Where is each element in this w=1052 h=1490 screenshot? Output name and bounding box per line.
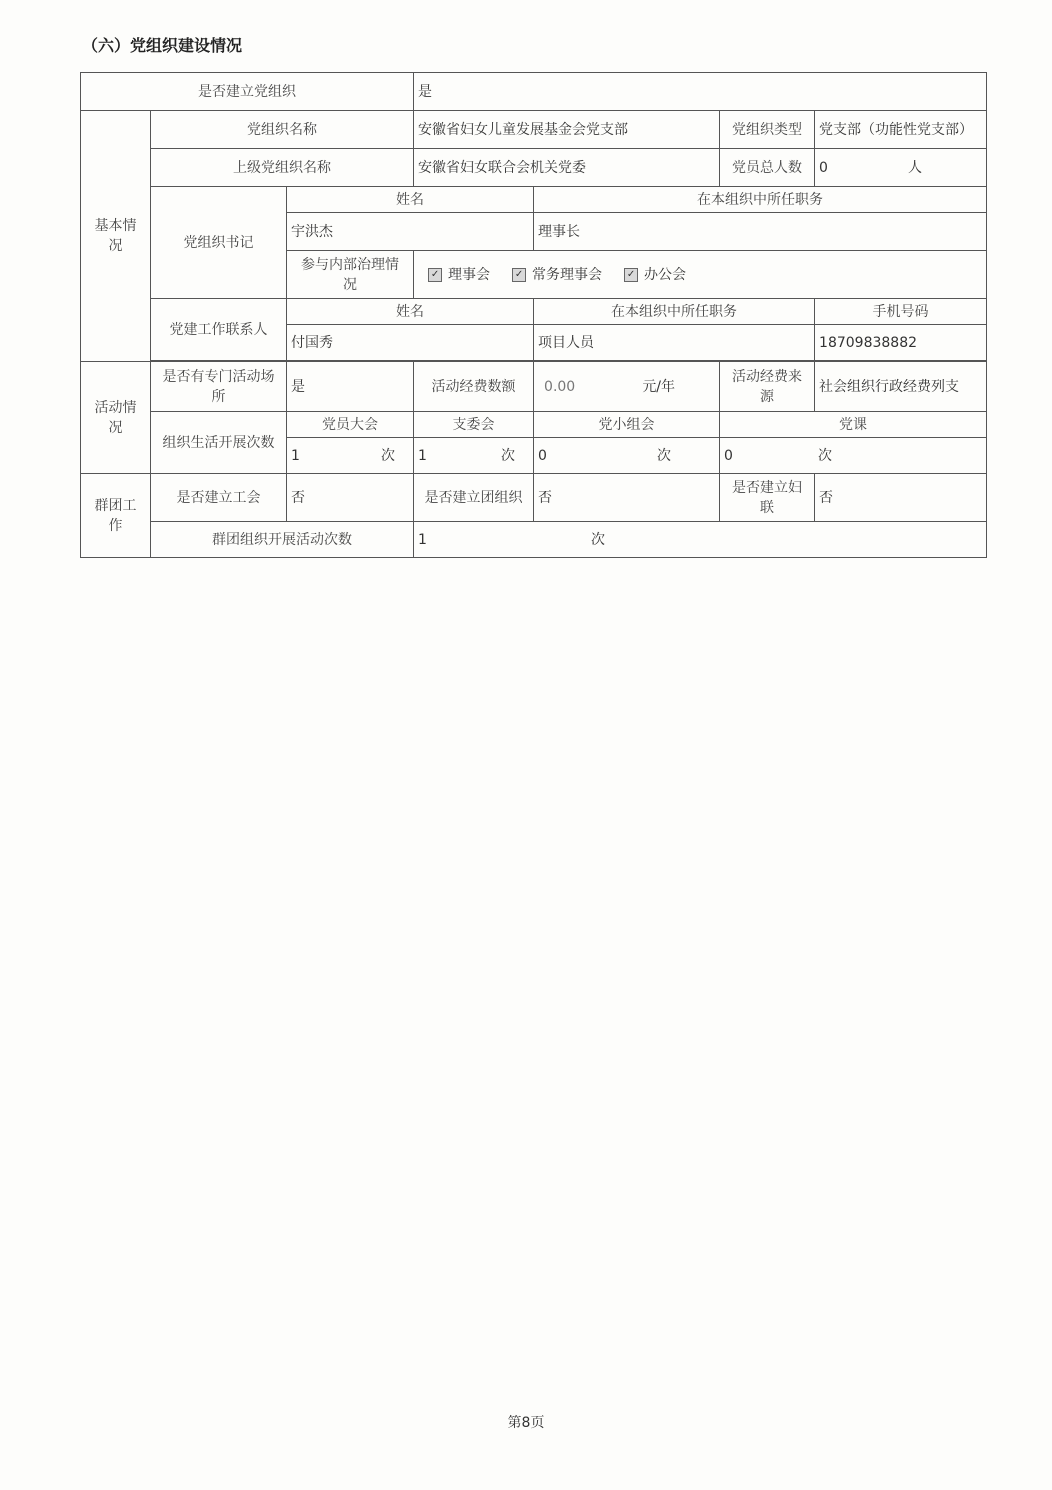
org-life-label: 组织生活开展次数 [151,412,287,474]
org-name-label: 党组织名称 [151,111,414,149]
parent-org-label: 上级党组织名称 [151,149,414,187]
party-organization-table [80,72,987,558]
governance-option-office-meeting[interactable]: ✓ 办公会 [624,265,686,285]
governance-option-standing-board[interactable]: ✓ 常务理事会 [512,265,602,285]
life-value-committee: 1 次 [414,438,534,474]
life-value-lecture: 0 次 [720,438,987,474]
life-header-lecture: 党课 [720,412,987,438]
mass-activities-label: 群团组织开展活动次数 [151,522,414,558]
basic-group-label: 基本情况 [81,111,151,362]
governance-option-board[interactable]: ✓ 理事会 [428,265,490,285]
women-value: 否 [815,474,987,522]
page-number: 第8页 [507,1415,545,1431]
life-value-congress: 1 次 [287,438,414,474]
checkbox-checked-icon: ✓ [624,268,638,282]
contact-position-header: 在本组织中所任职务 [534,299,815,325]
mass-group-label: 群团工作 [81,474,151,558]
secretary-position-header: 在本组织中所任职务 [534,187,987,213]
secretary-name-header: 姓名 [287,187,534,213]
union-label: 是否建立工会 [151,474,287,522]
established-label: 是否建立党组织 [81,73,414,111]
contact-phone: 18709838882 [815,325,987,361]
life-header-congress: 党员大会 [287,412,414,438]
secretary-name: 宇洪杰 [287,213,534,251]
org-name-value: 安徽省妇女儿童发展基金会党支部 [414,111,720,149]
contact-phone-header: 手机号码 [815,299,987,325]
union-value: 否 [287,474,414,522]
funds-label: 活动经费数额 [414,362,534,412]
source-label: 活动经费来源 [720,362,815,412]
members-label: 党员总人数 [720,149,815,187]
source-value: 社会组织行政经费列支 [815,362,987,412]
org-type-label: 党组织类型 [720,111,815,149]
secretary-label: 党组织书记 [151,187,287,299]
life-header-group: 党小组会 [534,412,720,438]
women-label: 是否建立妇联 [720,474,815,522]
governance-label: 参与内部治理情况 [287,251,414,299]
funds-value: 0.00 元/年 [534,362,720,412]
mass-activities-value: 1 次 [414,522,987,558]
life-value-group: 0 次 [534,438,720,474]
org-type-value: 党支部（功能性党支部） [815,111,987,149]
section-title: （六）党组织建设情况 [82,36,243,55]
checkbox-checked-icon: ✓ [428,268,442,282]
established-value: 是 [414,73,987,111]
activity-group-label: 活动情况 [81,362,151,474]
contact-label: 党建工作联系人 [151,299,287,361]
venue-label: 是否有专门活动场所 [151,362,287,412]
secretary-position: 理事长 [534,213,987,251]
life-header-committee: 支委会 [414,412,534,438]
venue-value: 是 [287,362,414,412]
checkbox-checked-icon: ✓ [512,268,526,282]
contact-position: 项目人员 [534,325,815,361]
members-value: 0 人 [815,149,987,187]
governance-options [414,251,987,299]
youth-value: 否 [534,474,720,522]
contact-name: 付国秀 [287,325,534,361]
contact-name-header: 姓名 [287,299,534,325]
parent-org-value: 安徽省妇女联合会机关党委 [414,149,720,187]
youth-label: 是否建立团组织 [414,474,534,522]
